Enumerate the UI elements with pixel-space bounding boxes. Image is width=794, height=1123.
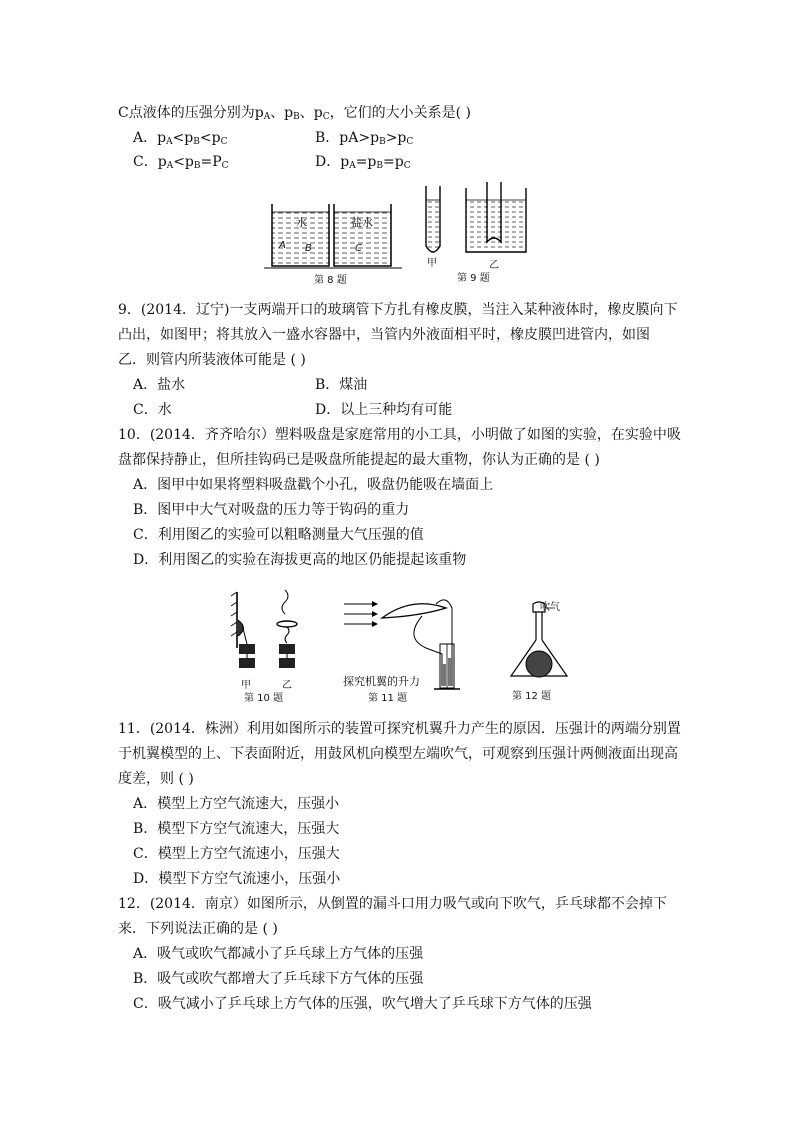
fig9-jia-label: 甲 bbox=[427, 258, 437, 269]
q12-option-c: C．吸气减小了乒乓球上方气体的压强，吹气增大了乒乓球下方气体的压强 bbox=[133, 996, 592, 1012]
q11-stem-line-3: 度差，则 ( ) bbox=[118, 771, 194, 787]
q8-option-b: B．$pA>p_B>p_C$ bbox=[315, 130, 414, 147]
q8-option-d: D．$p_A=p_B=p_C$ bbox=[315, 154, 411, 171]
q11-option-d: D．模型下方空气流速小，压强小 bbox=[133, 871, 341, 887]
q10-option-b: B．图甲中大气对吸盘的压力等于钩码的重力 bbox=[133, 502, 410, 518]
q9-option-c: C．水 bbox=[133, 402, 172, 418]
q12-option-b: B．吸气或吹气都增大了乒乓球下方气体的压强 bbox=[133, 971, 424, 987]
fig12-caption: 第 12 题 bbox=[512, 691, 552, 702]
q11-option-b: B．模型下方空气流速大，压强大 bbox=[133, 821, 340, 837]
q9-stem-line-3: 乙．则管内所装液体可能是 ( ) bbox=[118, 352, 306, 368]
q9-stem-line-2: 凸出，如图甲；将其放入一盛水容器中，当管内外液面相平时，橡皮膜凹进管内，如图 bbox=[118, 327, 650, 343]
q12-stem-line-1: 12．(2014．南京）如图所示，从倒置的漏斗口用力吸气或向下吹气，乒乓球都不会掉下 bbox=[118, 896, 667, 912]
q10-option-d: D．利用图乙的实验在海拔更高的地区仍能提起该重物 bbox=[133, 552, 467, 568]
q10-option-c: C．利用图乙的实验可以粗略测量大气压强的值 bbox=[133, 527, 424, 543]
fig8-point-a: A bbox=[279, 240, 286, 251]
fig8-brine-label: 盐水 bbox=[351, 216, 373, 229]
q11-option-c: C．模型上方空气流速小，压强大 bbox=[133, 846, 340, 862]
q8-stem-line: C点液体的压强分别为$p_A$、$p_B$、$p_C$，它们的大小关系是( ) bbox=[118, 105, 472, 122]
fig9-caption: 第 9 题 bbox=[457, 273, 490, 284]
fig11-caption: 第 11 题 bbox=[368, 693, 408, 704]
q8-option-a: A．$p_A<p_B<p_C$ bbox=[133, 130, 228, 147]
fig10-jia-label: 甲 bbox=[241, 680, 251, 691]
q12-stem-line-2: 来．下列说法正确的是 ( ) bbox=[118, 921, 278, 937]
q9-option-d: D．以上三种均有可能 bbox=[315, 402, 453, 418]
q10-stem-line-2: 盘都保持静止，但所挂钩码已是吸盘所能提起的最大重物，你认为正确的是 ( ) bbox=[118, 452, 600, 468]
fig8-caption: 第 8 题 bbox=[314, 275, 347, 286]
q11-stem-line-1: 11．(2014．株洲）利用如图所示的装置可探究机翼升力产生的原因．压强计的两端分别置 bbox=[118, 721, 681, 737]
q9-option-b: B．煤油 bbox=[315, 377, 368, 393]
fig8-water-label: 水 bbox=[296, 216, 307, 229]
q9-option-a: A．盐水 bbox=[133, 377, 186, 393]
fig8-point-b: B bbox=[305, 243, 312, 254]
q12-option-a: A．吸气或吹气都减小了乒乓球上方气体的压强 bbox=[133, 946, 424, 962]
q11-option-a: A．模型上方空气流速大，压强小 bbox=[133, 796, 340, 812]
fig10-yi-label: 乙 bbox=[282, 680, 292, 691]
q10-stem-line-1: 10．(2014．齐齐哈尔）塑料吸盘是家庭常用的小工具，小明做了如图的实验，在实验中吸 bbox=[118, 427, 681, 443]
figure-8-containers bbox=[262, 196, 404, 274]
fig8-point-c: C bbox=[355, 243, 362, 254]
q8-option-c: C．$p_A<p_B=P_C$ bbox=[133, 154, 229, 171]
fig10-caption: 第 10 题 bbox=[244, 693, 284, 704]
q10-option-a: A．图甲中如果将塑料吸盘戳个小孔，吸盘仍能吸在墙面上 bbox=[133, 477, 494, 493]
q9-stem-line-1: 9．(2014．辽宁)一支两端开口的玻璃管下方扎有橡皮膜，当注入某种液体时，橡皮膜向下 bbox=[118, 302, 678, 318]
q11-stem-line-2: 于机翼模型的上、下表面附近，用鼓风机向模型左端吹气，可观察到压强计两侧液面出现高 bbox=[118, 746, 678, 762]
fig11-label: 探究机翼的升力 bbox=[343, 675, 420, 688]
figure-10-suction-cups bbox=[225, 588, 313, 678]
fig9-yi-label: 乙 bbox=[489, 260, 499, 271]
fig12-blow-label: 吹气 bbox=[540, 602, 560, 613]
